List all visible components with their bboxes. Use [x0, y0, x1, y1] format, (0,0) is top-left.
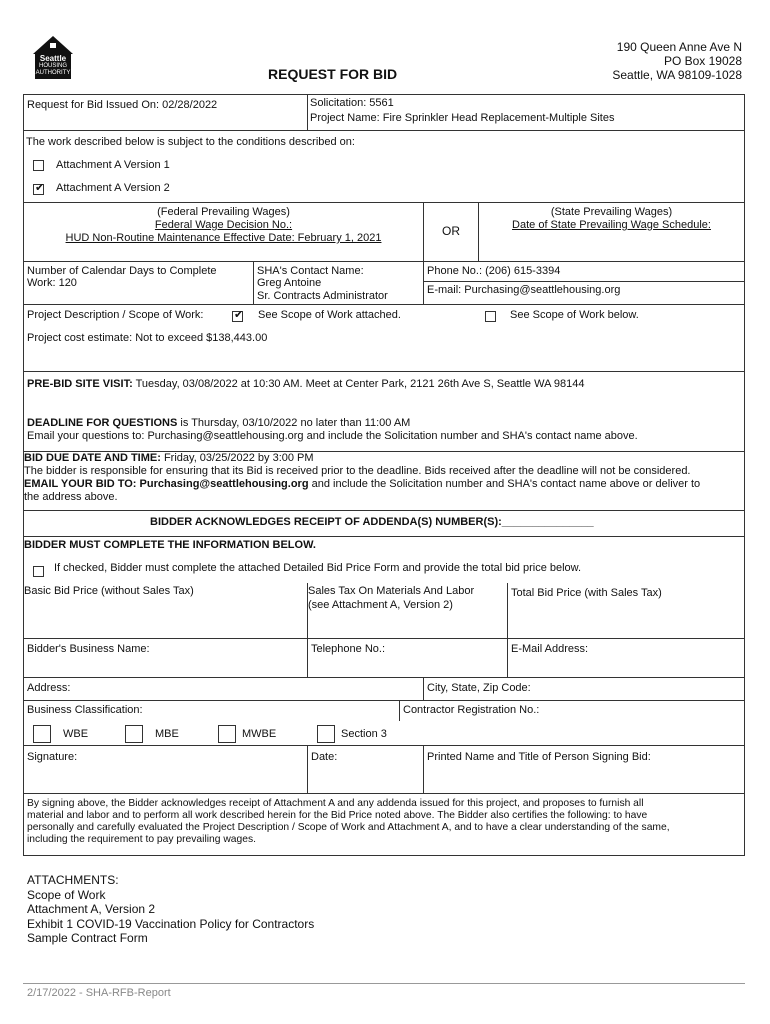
scope-below-checkbox[interactable]	[485, 311, 496, 322]
signing-statement-4: including the requirement to pay prevailing wages.	[27, 834, 256, 845]
rule	[23, 855, 745, 856]
date-field[interactable]: Date:	[311, 751, 338, 763]
rule	[23, 130, 745, 131]
deadline-questions: DEADLINE FOR QUESTIONS is Thursday, 03/10/2022 no later than 11:00 AM	[27, 417, 411, 429]
state-wage-schedule: Date of State Prevailing Wage Schedule:	[512, 219, 711, 231]
checkmark-icon: ✔	[234, 308, 244, 321]
checkmark-icon: ✔	[35, 181, 45, 194]
detailed-form-checkbox[interactable]	[33, 566, 44, 577]
attachment-v1-label: Attachment A Version 1	[56, 159, 170, 171]
bid-due-responsibility: The bidder is responsible for ensuring that its Bid is received prior to the deadline. Bids received after the deadline will not be considered.	[24, 465, 691, 477]
divider	[423, 677, 424, 700]
or-label: OR	[442, 224, 460, 238]
project-name: Project Name: Fire Sprinkler Head Replacement-Multiple Sites	[310, 112, 615, 124]
rule	[23, 261, 745, 262]
bid-deliver-address: the address above.	[24, 491, 118, 503]
solicitation-number: Solicitation: 5561	[310, 97, 394, 109]
rule	[23, 202, 745, 203]
contractor-registration-field[interactable]: Contractor Registration No.:	[403, 704, 540, 716]
rule	[23, 371, 745, 372]
divider	[307, 745, 308, 793]
basic-bid-price[interactable]: Basic Bid Price (without Sales Tax)	[24, 585, 194, 597]
attachments-heading: ATTACHMENTS:	[27, 873, 119, 887]
rule	[23, 536, 745, 537]
printed-name-field[interactable]: Printed Name and Title of Person Signing Bid:	[427, 751, 651, 763]
contact-label: SHA's Contact Name:	[257, 265, 364, 277]
section3-checkbox[interactable]	[317, 725, 335, 743]
attachment-item: Scope of Work	[27, 887, 106, 902]
divider	[307, 583, 308, 677]
attachment-item: Sample Contract Form	[27, 931, 148, 945]
cost-estimate: Project cost estimate: Not to exceed $138,443.00	[27, 332, 268, 344]
wbe-label: WBE	[63, 728, 89, 740]
attachment-item: Attachment A, Version 2	[27, 902, 156, 916]
state-wages-heading: (State Prevailing Wages)	[550, 206, 673, 218]
sha-address: 190 Queen Anne Ave N PO Box 19028 Seattle, WA 98109-1028	[612, 40, 742, 82]
rule	[23, 745, 745, 746]
divider	[423, 202, 424, 304]
section3-label: Section 3	[341, 728, 387, 740]
detailed-form-label: If checked, Bidder must complete the attached Detailed Bid Price Form and provide the total bid price below.	[54, 562, 582, 574]
divider	[399, 700, 400, 721]
mbe-checkbox[interactable]	[125, 725, 143, 743]
rule	[23, 638, 745, 639]
business-name-field[interactable]: Bidder's Business Name:	[27, 643, 150, 655]
attachment-v2-checkbox[interactable]	[33, 181, 45, 195]
addenda-ack[interactable]: BIDDER ACKNOWLEDGES RECEIPT OF ADDENDA(S) NUMBER(S):_______________	[150, 516, 594, 528]
divider	[307, 94, 308, 130]
rule	[23, 700, 745, 701]
scope-below-label: See Scope of Work below.	[510, 309, 639, 321]
federal-effective-date: HUD Non-Routine Maintenance Effective Date: February 1, 2021	[65, 232, 382, 244]
days-value: Work: 120	[27, 277, 77, 289]
federal-wages-heading: (Federal Prevailing Wages)	[157, 206, 290, 218]
bidder-must-complete: BIDDER MUST COMPLETE THE INFORMATION BELOW.	[24, 539, 316, 551]
mbe-label: MBE	[155, 728, 179, 740]
prebid-visit: PRE-BID SITE VISIT: Tuesday, 03/08/2022 at 10:30 AM. Meet at Center Park, 2121 26th Ave S, Seattle WA 98144	[27, 378, 585, 390]
email-field[interactable]: E-Mail Address:	[511, 643, 589, 655]
scope-attached-checkbox[interactable]	[232, 308, 244, 322]
contact-phone: Phone No.: (206) 615-3394	[427, 265, 561, 277]
rule	[23, 793, 745, 794]
city-state-zip-field[interactable]: City, State, Zip Code:	[427, 682, 531, 694]
border-right	[744, 94, 745, 856]
rule	[23, 304, 745, 305]
rule	[423, 281, 745, 282]
business-classification-label: Business Classification:	[27, 704, 143, 716]
sales-tax-label[interactable]: Sales Tax On Materials And Labor	[308, 585, 475, 597]
rule	[23, 94, 745, 95]
telephone-field[interactable]: Telephone No.:	[311, 643, 385, 655]
divider	[423, 745, 424, 793]
mwbe-checkbox[interactable]	[218, 725, 236, 743]
federal-wage-decision: Federal Wage Decision No.:	[154, 219, 293, 231]
signing-statement-2: material and labor and to perform all work described herein for the Bid Price noted above. The Bidder also certifies the following: to have	[27, 810, 648, 821]
mwbe-label: MWBE	[242, 728, 277, 740]
days-label: Number of Calendar Days to Complete	[27, 265, 217, 277]
divider	[253, 261, 254, 304]
footer-rule	[23, 983, 745, 984]
page-title: REQUEST FOR BID	[268, 66, 398, 82]
bid-due: BID DUE DATE AND TIME: Friday, 03/25/2022 by 3:00 PM	[24, 452, 314, 464]
footer-report-id: 2/17/2022 - SHA-RFB-Report	[27, 987, 171, 999]
issued-date: Request for Bid Issued On: 02/28/2022	[27, 99, 218, 111]
sha-logo: Seattle HOUSING AUTHORITY	[30, 34, 76, 80]
contact-name: Greg Antoine	[257, 277, 322, 289]
conditions-intro: The work described below is subject to the conditions described on:	[26, 136, 355, 148]
attachment-item: Exhibit 1 COVID-19 Vaccination Policy for Contractors	[27, 916, 315, 931]
bid-email-instructions: EMAIL YOUR BID TO: Purchasing@seattlehousing.org and include the Solicitation number and SHA's contact name above or deliver to	[24, 478, 701, 490]
signature-field[interactable]: Signature:	[27, 751, 78, 763]
rule	[23, 510, 745, 511]
scope-label: Project Description / Scope of Work:	[27, 309, 204, 321]
attachment-v1-checkbox[interactable]	[33, 160, 44, 171]
deadline-questions-email: Email your questions to: Purchasing@seattlehousing.org and include the Solicitation number and SHA's contact name above.	[27, 430, 638, 442]
sales-tax-note: (see Attachment A, Version 2)	[308, 599, 453, 611]
divider	[507, 583, 508, 677]
scope-attached-label: See Scope of Work attached.	[258, 309, 401, 321]
contact-title: Sr. Contracts Administrator	[257, 290, 388, 302]
total-bid-price[interactable]: Total Bid Price (with Sales Tax)	[511, 587, 662, 599]
address-field[interactable]: Address:	[27, 682, 71, 694]
signing-statement-1: By signing above, the Bidder acknowledges receipt of Attachment A and any addenda issued for this project, and proposes to furnish all	[27, 798, 644, 809]
rule	[23, 677, 745, 678]
wbe-checkbox[interactable]	[33, 725, 51, 743]
attachments-list	[27, 873, 314, 946]
attachment-v2-label: Attachment A Version 2	[56, 182, 170, 194]
signing-statement-3: personally and carefully evaluated the Project Description / Scope of Work and Attachment A, and to have a clear understanding of the same,	[27, 822, 670, 833]
contact-email[interactable]: E-mail: Purchasing@seattlehousing.org	[427, 284, 621, 296]
